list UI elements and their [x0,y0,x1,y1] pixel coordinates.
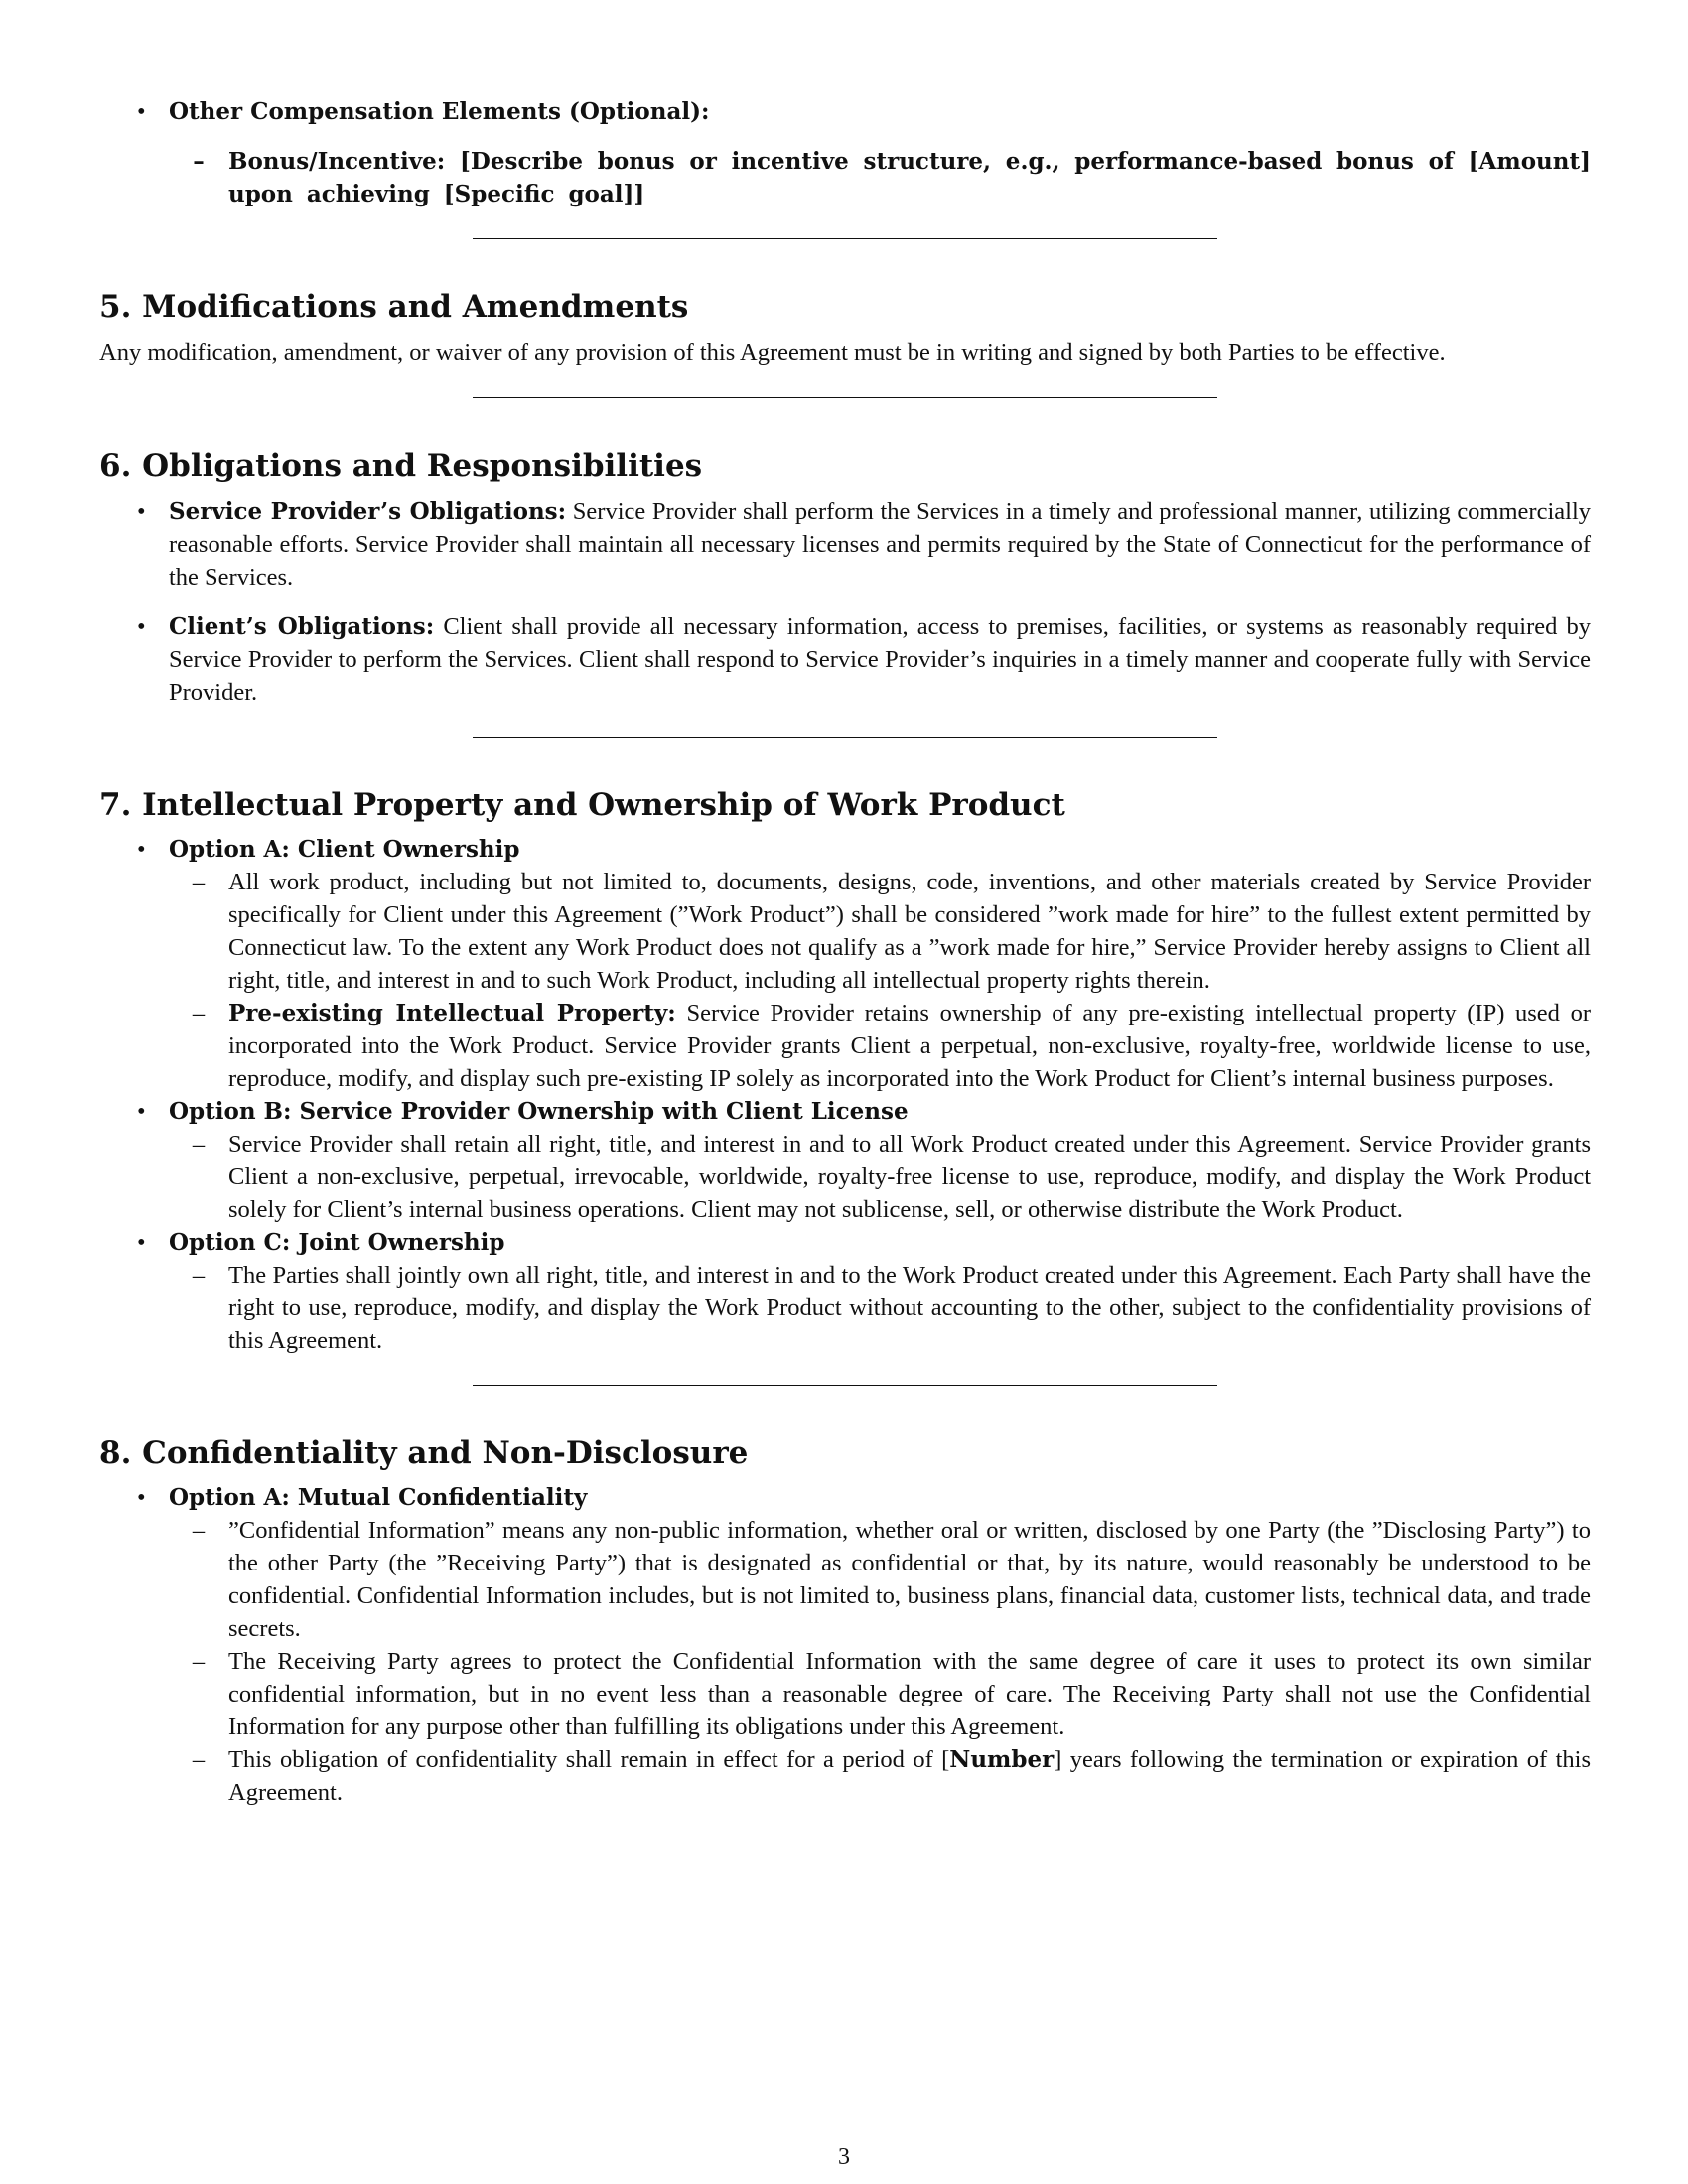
document-page [99,95,1591,1809]
section-7-heading: 7. Intellectual Property and Ownership of Work Product [99,787,1065,823]
option-a-items [169,866,1591,1095]
list-item [99,611,1591,709]
ip-options-list [99,833,1591,1357]
term-text-start: This obligation of confidentiality shall remain in effect for a period of [ [228,1746,950,1773]
option-c-label: Option C: Joint Ownership [169,1229,505,1256]
number-placeholder: Number [949,1746,1055,1773]
bonus-text: [Describe bonus or incentive structure, e.g., performance-based bonus of [Amount] upon achieving [Specific goal]] [228,148,1591,207]
term-text-end: ] years following the termination or expiration of this Agreement. [228,1746,1591,1806]
bonus-label: Bonus/Incentive: [228,148,446,175]
mutual-confidentiality-items [169,1514,1591,1809]
list-item [99,833,1591,1095]
section-6-heading: 6. Obligations and Responsibilities [99,448,703,483]
section-5-heading: 5. Modifications and Amendments [99,289,689,325]
list-item [99,95,1591,210]
preexisting-ip-label: Pre-existing Intellectual Property: [228,1000,676,1026]
page-number: 3 [838,2144,850,2170]
list-item [99,1226,1591,1357]
bonus-list [169,145,1591,210]
list-item: – All work product, including but not limited to, documents, designs, code, inventions, and other materials created by Service Provider specifically for Client under this Agreement (”Work Product”) shall be considered ”work made for hire” to the fullest extent permitted by Connecticut law. To the extent any Work Product does not qualify as a ”work made for hire,” Service Provider hereby assigns to Client all right, title, and interest in and to such Work Product, including all intellectual property rights therein. [169,866,1591,997]
list-item: – The Parties shall jointly own all right, title, and interest in and to the Work Product created under this Agreement. Each Party shall have the right to use, reproduce, modify, and display the Work Product without accounting to the other, subject to the confidentiality provisions of this Agreement. [169,1259,1591,1357]
preexisting-ip-text: Service Provider retains ownership of any pre-existing intellectual property (IP) used or incorporated into the Work Product. Service Provider grants Client a perpetual, non-exclusive, royalty-free, worldwide license to use, reproduce, modify, and display such pre-existing IP solely as incorporated into the Work Product for Client’s internal business purposes. [228,1000,1591,1092]
list-item [99,495,1591,594]
obligations-list [99,495,1591,709]
section-8-heading: 8. Confidentiality and Non-Disclosure [99,1435,749,1471]
section-5-body: Any modification, amendment, or waiver of any provision of this Agreement must be in writing and signed by both Parties to be effective. [99,340,1446,366]
option-a-label: Option A: Client Ownership [169,836,520,863]
option-b-items [169,1128,1591,1226]
client-obligations-text: Client shall provide all necessary information, access to premises, facilities, or systems as reasonably required by Service Provider to perform the Services. Client shall respond to Service Provider’s inquiries in a timely manner and cooperate fully with Service Provider. [169,614,1591,706]
list-item [99,1481,1591,1809]
list-item: – Service Provider shall retain all right, title, and interest in and to all Work Product created under this Agreement. Service Provider grants Client a non-exclusive, perpetual, irrevocable, worldwide, royalty-free license to use, reproduce, modify, and display the Work Product solely for Client’s internal business operations. Client may not sublicense, sell, or otherwise distribute the Work Product. [169,1128,1591,1226]
confidentiality-list [99,1481,1591,1809]
compensation-list [99,95,1591,210]
list-item: – The Receiving Party agrees to protect the Confidential Information with the same degree of care it uses to protect its own similar confidential information, but in no event less than a reasonable degree of care. The Receiving Party shall not use the Confidential Information for any purpose other than fulfilling its obligations under this Agreement. [169,1645,1591,1743]
sp-obligations-text: Service Provider shall perform the Services in a timely and professional manner, utilizing commercially reasonable efforts. Service Provider shall maintain all necessary licenses and permits required by the State of Connecticut for the performance of the Services. [169,498,1592,591]
list-item: – ”Confidential Information” means any non-public information, whether oral or written, disclosed by one Party (the ”Disclosing Party”) to the other Party (the ”Receiving Party”) that is designated as confidential or that, by its nature, would reasonably be understood to be confidential. Confidential Information includes, but is not limited to, business plans, financial data, customer lists, technical data, and trade secrets. [169,1514,1591,1645]
list-item [169,145,1591,210]
sp-obligations-label: Service Provider’s Obligations: [169,498,567,525]
client-obligations-label: Client’s Obligations: [169,614,435,640]
option-c-items [169,1259,1591,1357]
list-item [99,1095,1591,1226]
list-item [169,997,1591,1095]
list-item [169,1743,1591,1809]
mutual-confidentiality-label: Option A: Mutual Confidentiality [169,1484,588,1511]
option-b-label: Option B: Service Provider Ownership with Client License [169,1098,909,1125]
compensation-heading: Other Compensation Elements (Optional): [169,98,710,125]
